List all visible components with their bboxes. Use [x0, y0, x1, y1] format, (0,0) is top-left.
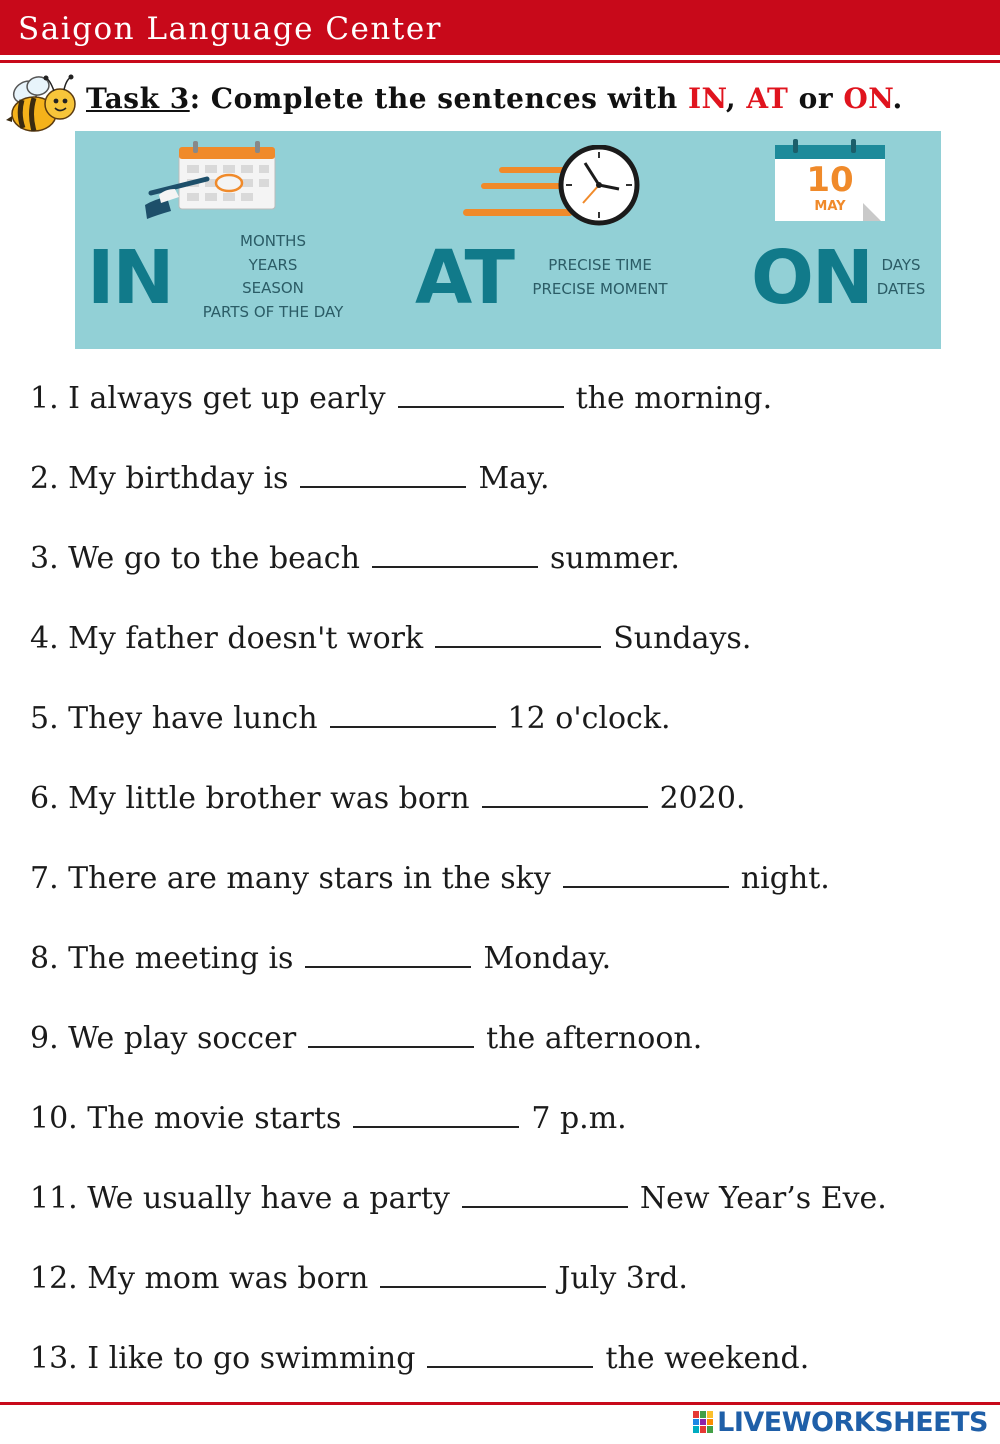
at-item: PRECISE MOMENT: [532, 279, 668, 298]
on-item: DAYS: [881, 256, 921, 274]
answer-blank[interactable]: [330, 696, 496, 728]
question-text-after: May.: [478, 461, 550, 496]
question-text-before: 7. There are many stars in the sky: [30, 861, 551, 896]
calendar-date-icon: [775, 145, 885, 221]
word-in: IN: [87, 235, 173, 321]
question-item: [30, 616, 887, 696]
word-at: AT: [415, 235, 514, 321]
question-item: [30, 1096, 887, 1176]
question-text-after: July 3rd.: [558, 1261, 688, 1296]
question-text-after: Monday.: [483, 941, 612, 976]
question-text-before: 11. We usually have a party: [30, 1181, 450, 1216]
question-item: [30, 1016, 887, 1096]
calendar-pen-icon: [145, 139, 285, 221]
bee-icon: [4, 70, 80, 140]
in-list: [183, 230, 363, 324]
question-item: [30, 536, 887, 616]
question-text-after: New Year’s Eve.: [639, 1181, 887, 1216]
liveworksheets-mark-icon: [693, 1411, 713, 1433]
question-item: [30, 696, 887, 776]
footer-divider: [0, 1402, 1000, 1405]
header-divider: [0, 60, 1000, 63]
answer-blank[interactable]: [563, 856, 729, 888]
task-text: : Complete the sentences with: [189, 82, 688, 115]
question-text-after: summer.: [549, 541, 680, 576]
brand-name: LIVEWORKSHEETS: [717, 1406, 988, 1438]
question-item: [30, 776, 887, 856]
answer-blank[interactable]: [398, 376, 564, 408]
question-item: [30, 856, 887, 936]
question-text-after: 7 p.m.: [531, 1101, 627, 1136]
question-item: [30, 936, 887, 1016]
keyword-at: AT: [746, 82, 789, 115]
calendar-month: MAY: [814, 199, 846, 214]
answer-blank[interactable]: [305, 936, 471, 968]
question-text-before: 10. The movie starts: [30, 1101, 342, 1136]
question-list: [30, 376, 887, 1416]
task-label: Task 3: [86, 82, 190, 115]
question-text-after: Sundays.: [613, 621, 752, 656]
question-text-before: 4. My father doesn't work: [30, 621, 424, 656]
question-item: [30, 376, 887, 456]
question-text-after: 2020.: [659, 781, 746, 816]
question-text-before: 12. My mom was born: [30, 1261, 369, 1296]
task-separator-1: ,: [725, 82, 747, 115]
keyword-in: IN: [687, 82, 726, 115]
answer-blank[interactable]: [435, 616, 601, 648]
question-text-after: night.: [740, 861, 830, 896]
on-item: DATES: [876, 279, 926, 298]
clock-icon: [461, 145, 643, 227]
at-list: [505, 254, 695, 301]
answer-blank[interactable]: [353, 1096, 519, 1128]
question-item: [30, 1176, 887, 1256]
liveworksheets-logo: [693, 1406, 988, 1438]
question-text-before: 6. My little brother was born: [30, 781, 470, 816]
question-text-before: 9. We play soccer: [30, 1021, 297, 1056]
keyword-on: ON: [843, 82, 893, 115]
at-item: PRECISE TIME: [548, 256, 652, 274]
in-item: SEASON: [242, 279, 304, 297]
answer-blank[interactable]: [427, 1336, 593, 1368]
task-period: .: [892, 82, 903, 115]
task-title: [86, 82, 903, 115]
question-text-before: 3. We go to the beach: [30, 541, 360, 576]
header-bar: [0, 0, 1000, 55]
in-item: MONTHS: [240, 232, 306, 250]
question-text-after: 12 o'clock.: [507, 701, 671, 736]
question-text-before: 8. The meeting is: [30, 941, 294, 976]
header-title: Saigon Language Center: [18, 11, 442, 47]
word-on: ON: [751, 235, 872, 321]
prepositions-banner: [75, 131, 941, 349]
task-separator-2: or: [788, 82, 844, 115]
answer-blank[interactable]: [380, 1256, 546, 1288]
question-item: [30, 1256, 887, 1336]
answer-blank[interactable]: [308, 1016, 474, 1048]
answer-blank[interactable]: [300, 456, 466, 488]
on-list: [861, 254, 941, 301]
question-text-after: the weekend.: [605, 1341, 810, 1376]
answer-blank[interactable]: [462, 1176, 628, 1208]
question-text-before: 2. My birthday is: [30, 461, 289, 496]
question-text-before: 5. They have lunch: [30, 701, 318, 736]
question-text-before: 1. I always get up early: [30, 381, 386, 416]
answer-blank[interactable]: [372, 536, 538, 568]
calendar-day: 10: [806, 160, 854, 200]
answer-blank[interactable]: [482, 776, 648, 808]
in-item: YEARS: [248, 255, 298, 274]
question-text-before: 13. I like to go swimming: [30, 1341, 416, 1376]
question-text-after: the afternoon.: [486, 1021, 703, 1056]
question-item: [30, 456, 887, 536]
in-item: PARTS OF THE DAY: [202, 302, 344, 321]
question-text-after: the morning.: [575, 381, 773, 416]
